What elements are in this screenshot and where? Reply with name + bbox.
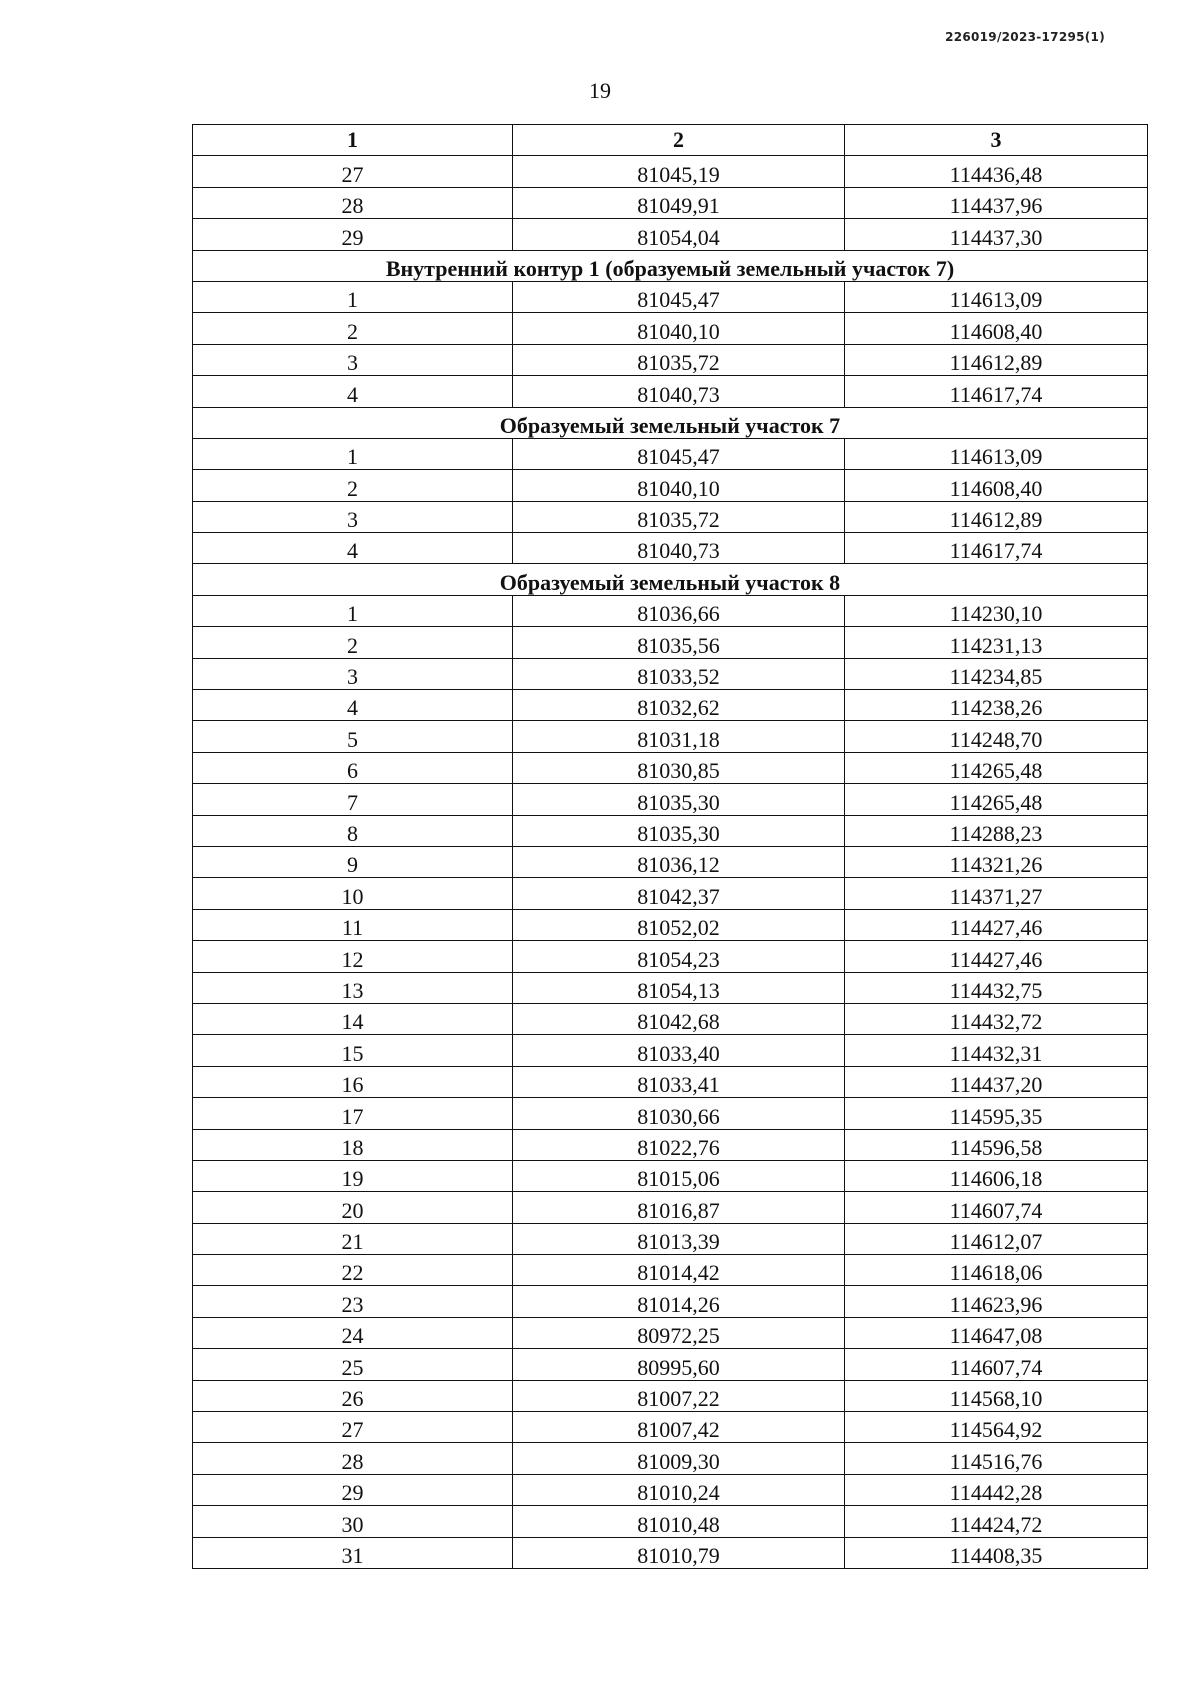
y-coordinate-cell: 114617,74 (845, 533, 1148, 564)
x-coordinate-cell: 81054,23 (513, 941, 845, 972)
table-row (193, 187, 1148, 218)
table-row (193, 1192, 1148, 1223)
table-row (193, 219, 1148, 250)
table-header-row (193, 125, 1148, 156)
table-row (193, 909, 1148, 940)
table-row (193, 878, 1148, 909)
y-coordinate-cell: 114613,09 (845, 438, 1148, 469)
y-coordinate-cell: 114606,18 (845, 1160, 1148, 1191)
table-row (193, 376, 1148, 407)
point-number-cell: 3 (193, 344, 513, 375)
y-coordinate-cell: 114608,40 (845, 313, 1148, 344)
table-row (193, 313, 1148, 344)
table-row (193, 344, 1148, 375)
y-coordinate-cell: 114427,46 (845, 909, 1148, 940)
x-coordinate-cell: 81049,91 (513, 187, 845, 218)
x-coordinate-cell: 81035,72 (513, 344, 845, 375)
x-coordinate-cell: 80995,60 (513, 1349, 845, 1380)
point-number-cell: 8 (193, 815, 513, 846)
y-coordinate-cell: 114265,48 (845, 784, 1148, 815)
point-number-cell: 12 (193, 941, 513, 972)
table-row (193, 1223, 1148, 1254)
y-coordinate-cell: 114516,76 (845, 1443, 1148, 1474)
x-coordinate-cell: 81033,40 (513, 1035, 845, 1066)
point-number-cell: 17 (193, 1098, 513, 1129)
y-coordinate-cell: 114612,89 (845, 501, 1148, 532)
y-coordinate-cell: 114408,35 (845, 1537, 1148, 1568)
point-number-cell: 4 (193, 533, 513, 564)
x-coordinate-cell: 81042,37 (513, 878, 845, 909)
x-coordinate-cell: 81042,68 (513, 1003, 845, 1034)
x-coordinate-cell: 81040,10 (513, 313, 845, 344)
x-coordinate-cell: 81010,79 (513, 1537, 845, 1568)
x-coordinate-cell: 81013,39 (513, 1223, 845, 1254)
x-coordinate-cell: 81016,87 (513, 1192, 845, 1223)
x-coordinate-cell: 81040,73 (513, 533, 845, 564)
table-row (193, 627, 1148, 658)
point-number-cell: 22 (193, 1255, 513, 1286)
x-coordinate-cell: 81031,18 (513, 721, 845, 752)
x-coordinate-cell: 81036,66 (513, 595, 845, 626)
x-coordinate-cell: 81007,42 (513, 1412, 845, 1443)
y-coordinate-cell: 114432,75 (845, 972, 1148, 1003)
x-coordinate-cell: 81054,13 (513, 972, 845, 1003)
point-number-cell: 10 (193, 878, 513, 909)
point-number-cell: 28 (193, 1443, 513, 1474)
point-number-cell: 28 (193, 187, 513, 218)
point-number-cell: 4 (193, 690, 513, 721)
y-coordinate-cell: 114437,96 (845, 187, 1148, 218)
y-coordinate-cell: 114617,74 (845, 376, 1148, 407)
table-row (193, 501, 1148, 532)
point-number-cell: 25 (193, 1349, 513, 1380)
y-coordinate-cell: 114612,89 (845, 344, 1148, 375)
point-number-cell: 29 (193, 219, 513, 250)
y-coordinate-cell: 114607,74 (845, 1349, 1148, 1380)
table-row (193, 1003, 1148, 1034)
x-coordinate-cell: 81040,73 (513, 376, 845, 407)
x-coordinate-cell: 81030,85 (513, 752, 845, 783)
table-row (193, 972, 1148, 1003)
x-coordinate-cell: 81007,22 (513, 1380, 845, 1411)
point-number-cell: 6 (193, 752, 513, 783)
table-row (193, 1380, 1148, 1411)
point-number-cell: 23 (193, 1286, 513, 1317)
y-coordinate-cell: 114437,30 (845, 219, 1148, 250)
y-coordinate-cell: 114608,40 (845, 470, 1148, 501)
table-row (193, 784, 1148, 815)
section-title-row (193, 250, 1148, 281)
point-number-cell: 1 (193, 595, 513, 626)
point-number-cell: 2 (193, 470, 513, 501)
point-number-cell: 14 (193, 1003, 513, 1034)
section-title: Внутренний контур 1 (образуемый земельный участок 7) (193, 250, 1148, 281)
table-row (193, 533, 1148, 564)
y-coordinate-cell: 114564,92 (845, 1412, 1148, 1443)
x-coordinate-cell: 81035,72 (513, 501, 845, 532)
section-title-row (193, 407, 1148, 438)
point-number-cell: 21 (193, 1223, 513, 1254)
point-number-cell: 26 (193, 1380, 513, 1411)
point-number-cell: 13 (193, 972, 513, 1003)
y-coordinate-cell: 114612,07 (845, 1223, 1148, 1254)
y-coordinate-cell: 114432,72 (845, 1003, 1148, 1034)
table-row (193, 752, 1148, 783)
point-number-cell: 20 (193, 1192, 513, 1223)
x-coordinate-cell: 81010,24 (513, 1474, 845, 1505)
table-row (193, 1537, 1148, 1568)
x-coordinate-cell: 81035,30 (513, 784, 845, 815)
x-coordinate-cell: 81033,41 (513, 1066, 845, 1097)
section-title: Образуемый земельный участок 7 (193, 407, 1148, 438)
table-row (193, 815, 1148, 846)
x-coordinate-cell: 81015,06 (513, 1160, 845, 1191)
y-coordinate-cell: 114424,72 (845, 1506, 1148, 1537)
x-coordinate-cell: 81009,30 (513, 1443, 845, 1474)
table-row (193, 1412, 1148, 1443)
y-coordinate-cell: 114568,10 (845, 1380, 1148, 1411)
y-coordinate-cell: 114613,09 (845, 281, 1148, 312)
y-coordinate-cell: 114371,27 (845, 878, 1148, 909)
y-coordinate-cell: 114288,23 (845, 815, 1148, 846)
point-number-cell: 2 (193, 313, 513, 344)
y-coordinate-cell: 114432,31 (845, 1035, 1148, 1066)
x-coordinate-cell: 81045,19 (513, 156, 845, 187)
x-coordinate-cell: 81014,26 (513, 1286, 845, 1317)
y-coordinate-cell: 114623,96 (845, 1286, 1148, 1317)
table-row (193, 1349, 1148, 1380)
y-coordinate-cell: 114595,35 (845, 1098, 1148, 1129)
x-coordinate-cell: 81010,48 (513, 1506, 845, 1537)
document-id: 226019/2023-17295(1) (945, 30, 1105, 44)
point-number-cell: 1 (193, 281, 513, 312)
table-row (193, 1443, 1148, 1474)
table-row (193, 1317, 1148, 1348)
point-number-cell: 9 (193, 846, 513, 877)
y-coordinate-cell: 114618,06 (845, 1255, 1148, 1286)
table-row (193, 1066, 1148, 1097)
y-coordinate-cell: 114238,26 (845, 690, 1148, 721)
point-number-cell: 19 (193, 1160, 513, 1191)
x-coordinate-cell: 81032,62 (513, 690, 845, 721)
section-title-row (193, 564, 1148, 595)
y-coordinate-cell: 114647,08 (845, 1317, 1148, 1348)
coordinates-table (192, 124, 1148, 1569)
coordinates-table-body (193, 125, 1148, 1569)
column-header: 2 (513, 125, 845, 156)
table-row (193, 1506, 1148, 1537)
y-coordinate-cell: 114230,10 (845, 595, 1148, 626)
table-row (193, 721, 1148, 752)
x-coordinate-cell: 81035,56 (513, 627, 845, 658)
x-coordinate-cell: 81035,30 (513, 815, 845, 846)
x-coordinate-cell: 81014,42 (513, 1255, 845, 1286)
table-row (193, 1035, 1148, 1066)
point-number-cell: 27 (193, 156, 513, 187)
table-row (193, 1255, 1148, 1286)
table-row (193, 1286, 1148, 1317)
y-coordinate-cell: 114248,70 (845, 721, 1148, 752)
x-coordinate-cell: 81040,10 (513, 470, 845, 501)
table-row (193, 470, 1148, 501)
point-number-cell: 3 (193, 658, 513, 689)
x-coordinate-cell: 81036,12 (513, 846, 845, 877)
point-number-cell: 31 (193, 1537, 513, 1568)
table-row (193, 690, 1148, 721)
x-coordinate-cell: 81045,47 (513, 438, 845, 469)
point-number-cell: 4 (193, 376, 513, 407)
table-row (193, 1098, 1148, 1129)
y-coordinate-cell: 114234,85 (845, 658, 1148, 689)
point-number-cell: 30 (193, 1506, 513, 1537)
x-coordinate-cell: 80972,25 (513, 1317, 845, 1348)
point-number-cell: 11 (193, 909, 513, 940)
section-title: Образуемый земельный участок 8 (193, 564, 1148, 595)
y-coordinate-cell: 114231,13 (845, 627, 1148, 658)
table-row (193, 1474, 1148, 1505)
point-number-cell: 2 (193, 627, 513, 658)
table-row (193, 941, 1148, 972)
table-row (193, 438, 1148, 469)
point-number-cell: 18 (193, 1129, 513, 1160)
point-number-cell: 27 (193, 1412, 513, 1443)
y-coordinate-cell: 114596,58 (845, 1129, 1148, 1160)
point-number-cell: 29 (193, 1474, 513, 1505)
point-number-cell: 24 (193, 1317, 513, 1348)
y-coordinate-cell: 114437,20 (845, 1066, 1148, 1097)
x-coordinate-cell: 81033,52 (513, 658, 845, 689)
x-coordinate-cell: 81030,66 (513, 1098, 845, 1129)
table-row (193, 595, 1148, 626)
y-coordinate-cell: 114321,26 (845, 846, 1148, 877)
table-row (193, 156, 1148, 187)
table-row (193, 658, 1148, 689)
y-coordinate-cell: 114427,46 (845, 941, 1148, 972)
x-coordinate-cell: 81052,02 (513, 909, 845, 940)
column-header: 1 (193, 125, 513, 156)
x-coordinate-cell: 81054,04 (513, 219, 845, 250)
point-number-cell: 3 (193, 501, 513, 532)
x-coordinate-cell: 81022,76 (513, 1129, 845, 1160)
point-number-cell: 7 (193, 784, 513, 815)
table-row (193, 1129, 1148, 1160)
point-number-cell: 15 (193, 1035, 513, 1066)
y-coordinate-cell: 114265,48 (845, 752, 1148, 783)
point-number-cell: 5 (193, 721, 513, 752)
y-coordinate-cell: 114607,74 (845, 1192, 1148, 1223)
table-row (193, 1160, 1148, 1191)
y-coordinate-cell: 114436,48 (845, 156, 1148, 187)
y-coordinate-cell: 114442,28 (845, 1474, 1148, 1505)
point-number-cell: 1 (193, 438, 513, 469)
point-number-cell: 16 (193, 1066, 513, 1097)
table-row (193, 281, 1148, 312)
x-coordinate-cell: 81045,47 (513, 281, 845, 312)
column-header: 3 (845, 125, 1148, 156)
table-row (193, 846, 1148, 877)
page-number: 19 (589, 78, 611, 103)
